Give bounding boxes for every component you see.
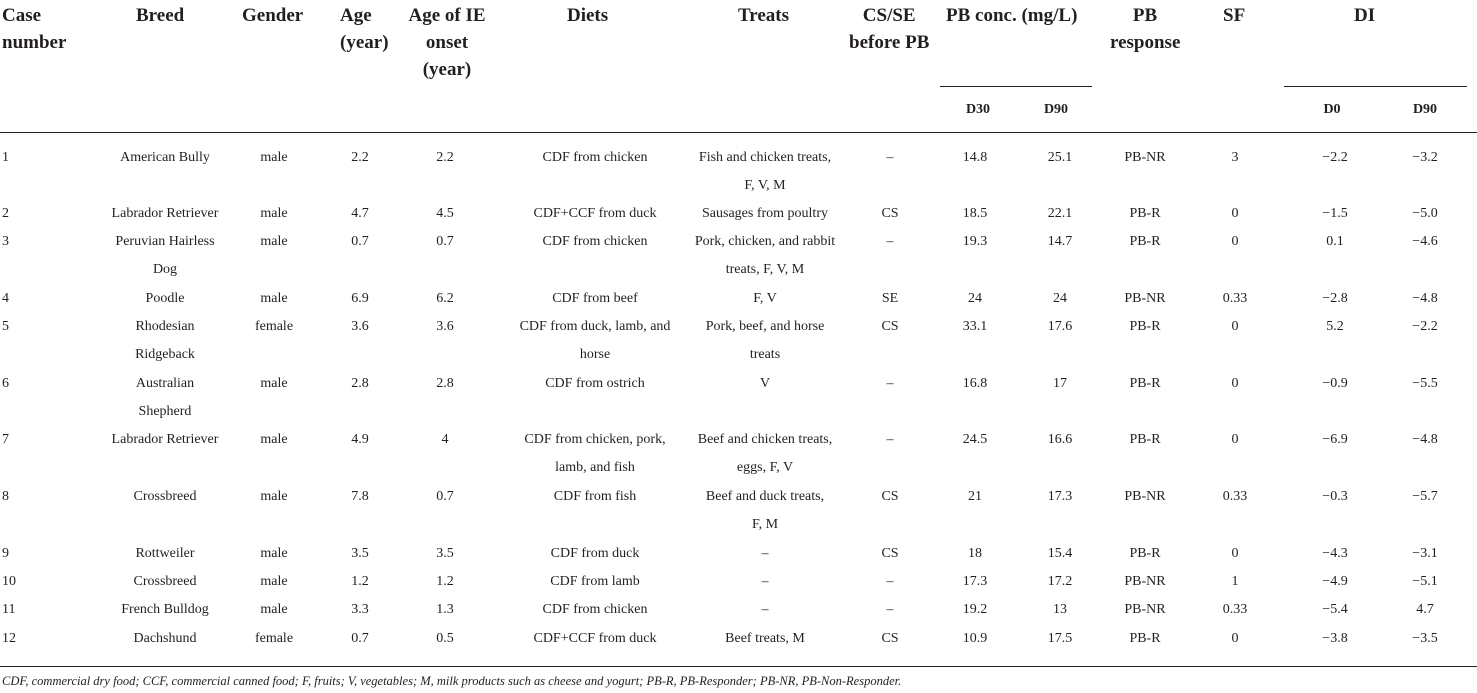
cell-di-d0: −4.9	[1322, 574, 1348, 589]
header-breed: Breed	[136, 5, 185, 26]
cell-di-d90: −4.8	[1412, 432, 1438, 447]
cell-diet: CDF from duck	[550, 546, 640, 561]
cell-di-d0: −6.9	[1322, 432, 1348, 447]
cell-breed: Labrador Retriever	[111, 432, 219, 447]
header-gender: Gender	[242, 5, 304, 26]
cell-case-number: 6	[2, 376, 9, 391]
cell-diet: CDF from chicken	[542, 150, 648, 165]
cell-gender: male	[260, 206, 288, 221]
cell-age: 3.6	[351, 319, 369, 334]
cell-pb-d30: 19.3	[962, 234, 988, 249]
cell-diet: CDF from chicken	[542, 234, 648, 249]
cell-breed: Peruvian Hairless Dog	[115, 234, 215, 277]
cell-age: 0.7	[351, 631, 369, 646]
cell-pb-d30: 17.3	[962, 574, 988, 589]
cell-sf: 0	[1231, 319, 1239, 334]
header-pb-conc: PB conc. (mg/L)	[946, 5, 1078, 26]
cell-case-number: 7	[2, 432, 9, 447]
cell-cs-se: CS	[881, 319, 899, 334]
cell-pb-d90: 22.1	[1047, 206, 1073, 221]
cell-di-d0: −2.8	[1322, 291, 1348, 306]
header-sf: SF	[1223, 5, 1246, 26]
cell-breed: Rhodesian Ridgeback	[135, 319, 195, 362]
cell-treats: Pork, beef, and horse treats	[705, 319, 825, 362]
cell-diet: CDF from fish	[553, 489, 637, 504]
cell-diet: CDF from chicken	[542, 602, 648, 617]
cell-case-number: 1	[2, 150, 9, 165]
cell-case-number: 8	[2, 489, 9, 504]
cell-case-number: 9	[2, 546, 9, 561]
subheader-d90-di: D90	[1412, 102, 1438, 117]
cell-gender: male	[260, 150, 288, 165]
cell-case-number: 4	[2, 291, 9, 306]
cell-pb-d90: 14.7	[1047, 234, 1073, 249]
cell-di-d90: −5.5	[1412, 376, 1438, 391]
cell-di-d90: −4.8	[1412, 291, 1438, 306]
cell-di-d0: 0.1	[1326, 234, 1344, 249]
cell-pb-d90: 16.6	[1047, 432, 1073, 447]
cell-age: 1.2	[351, 574, 369, 589]
cell-pb-response: PB-NR	[1124, 489, 1166, 504]
cell-sf: 0	[1231, 631, 1239, 646]
cell-di-d90: −5.0	[1412, 206, 1438, 221]
header-di: DI	[1354, 5, 1376, 26]
cell-case-number: 5	[2, 319, 9, 334]
cell-sf: 3	[1231, 150, 1239, 165]
cell-pb-d90: 17.6	[1047, 319, 1073, 334]
cell-cs-se: –	[886, 376, 894, 391]
cell-diet: CDF from chicken, pork, lamb, and fish	[524, 432, 666, 475]
cell-treats: V	[759, 376, 771, 391]
cell-breed: French Bulldog	[121, 602, 209, 617]
bottom-rule	[0, 666, 1477, 667]
cell-pb-d30: 10.9	[962, 631, 988, 646]
cell-cs-se: CS	[881, 631, 899, 646]
cell-pb-response: PB-R	[1129, 319, 1161, 334]
cell-pb-d90: 17.3	[1047, 489, 1073, 504]
cell-pb-response: PB-NR	[1124, 574, 1166, 589]
cell-age: 4.9	[351, 432, 369, 447]
cell-age-onset: 6.2	[436, 291, 454, 306]
cell-pb-d90: 15.4	[1047, 546, 1073, 561]
cell-gender: male	[260, 432, 288, 447]
cell-sf: 0	[1231, 432, 1239, 447]
cell-di-d90: −5.1	[1412, 574, 1438, 589]
cell-pb-response: PB-NR	[1124, 150, 1166, 165]
cell-sf: 0	[1231, 206, 1239, 221]
cell-sf: 0.33	[1222, 291, 1248, 306]
cell-age: 2.8	[351, 376, 369, 391]
header-pb-response: PB response	[1110, 5, 1181, 53]
cell-diet: CDF from lamb	[550, 574, 640, 589]
cell-sf: 0	[1231, 234, 1239, 249]
cell-diet: CDF+CCF from duck	[533, 631, 657, 646]
cell-di-d0: −3.8	[1322, 631, 1348, 646]
cell-pb-d30: 24	[968, 291, 982, 306]
cell-cs-se: CS	[881, 206, 899, 221]
cell-pb-response: PB-NR	[1124, 291, 1166, 306]
cell-gender: male	[260, 234, 288, 249]
header-treats: Treats	[738, 5, 790, 26]
pb-conc-underline	[940, 86, 1092, 87]
cell-case-number: 2	[2, 206, 9, 221]
cell-treats: Beef and duck treats, F, M	[705, 489, 825, 532]
header-age: Age (year)	[340, 5, 389, 53]
cell-gender: female	[254, 631, 294, 646]
cell-pb-d90: 25.1	[1047, 150, 1073, 165]
cell-age-onset: 1.3	[436, 602, 454, 617]
cell-sf: 0.33	[1222, 602, 1248, 617]
cell-age-onset: 3.6	[436, 319, 454, 334]
cell-di-d90: −3.1	[1412, 546, 1438, 561]
cell-pb-d90: 17.5	[1047, 631, 1073, 646]
subheader-d30: D30	[965, 102, 991, 117]
cell-pb-response: PB-R	[1129, 631, 1161, 646]
cell-diet: CDF from beef	[552, 291, 638, 306]
cell-cs-se: –	[886, 234, 894, 249]
cell-age: 3.3	[351, 602, 369, 617]
cell-gender: male	[260, 546, 288, 561]
cell-age-onset: 0.7	[436, 234, 454, 249]
cell-treats: –	[761, 602, 769, 617]
cell-gender: male	[260, 291, 288, 306]
cell-treats: –	[761, 574, 769, 589]
cell-di-d90: 4.7	[1416, 602, 1434, 617]
cell-breed: Australian Shepherd	[135, 376, 195, 419]
cell-di-d90: −3.5	[1412, 631, 1438, 646]
cell-age: 6.9	[351, 291, 369, 306]
cell-pb-d30: 14.8	[962, 150, 988, 165]
cell-age: 7.8	[351, 489, 369, 504]
cell-age-onset: 2.2	[436, 150, 454, 165]
cell-cs-se: CS	[881, 489, 899, 504]
subheader-d90-pb: D90	[1043, 102, 1069, 117]
cell-cs-se: SE	[881, 291, 899, 306]
cell-age: 0.7	[351, 234, 369, 249]
cell-breed: Dachshund	[133, 631, 197, 646]
cell-case-number: 10	[2, 574, 16, 589]
table-footnote: CDF, commercial dry food; CCF, commercial canned food; F, fruits; V, vegetables; M, milk products such as cheese and yogurt; PB-R, PB-Responder; PB-NR, PB-Non-Responder.	[2, 674, 902, 688]
cell-age-onset: 0.5	[436, 631, 454, 646]
cell-di-d90: −3.2	[1412, 150, 1438, 165]
subheader-d0: D0	[1323, 102, 1341, 117]
cell-pb-d90: 17	[1053, 376, 1067, 391]
cell-age-onset: 1.2	[436, 574, 454, 589]
cell-pb-d30: 18	[968, 546, 982, 561]
cell-di-d90: −2.2	[1412, 319, 1438, 334]
cell-pb-response: PB-R	[1129, 432, 1161, 447]
cell-case-number: 12	[2, 631, 16, 646]
cell-di-d0: −2.2	[1322, 150, 1348, 165]
cell-pb-d90: 24	[1053, 291, 1067, 306]
cell-di-d90: −5.7	[1412, 489, 1438, 504]
header-rule	[0, 132, 1477, 133]
cell-pb-response: PB-R	[1129, 206, 1161, 221]
cell-di-d0: −0.3	[1322, 489, 1348, 504]
cell-gender: male	[260, 574, 288, 589]
cell-cs-se: –	[886, 432, 894, 447]
cell-diet: CDF from ostrich	[545, 376, 645, 391]
cell-pb-response: PB-R	[1129, 376, 1161, 391]
cell-pb-d30: 24.5	[962, 432, 988, 447]
cell-pb-d30: 19.2	[962, 602, 988, 617]
header-case-number: Case number	[2, 5, 67, 53]
cell-pb-d30: 21	[968, 489, 982, 504]
cell-case-number: 11	[2, 602, 16, 617]
cell-sf: 1	[1231, 574, 1239, 589]
cell-age-onset: 0.7	[436, 489, 454, 504]
cell-di-d0: −4.3	[1322, 546, 1348, 561]
cell-diet: CDF from duck, lamb, and horse	[519, 319, 671, 362]
cell-breed: Labrador Retriever	[111, 206, 219, 221]
cell-treats: Pork, chicken, and rabbit treats, F, V, M	[694, 234, 836, 277]
cell-treats: Fish and chicken treats, F, V, M	[698, 150, 832, 193]
cell-breed: Crossbreed	[133, 574, 197, 589]
cell-pb-response: PB-R	[1129, 234, 1161, 249]
cell-sf: 0	[1231, 376, 1239, 391]
cell-breed: Poodle	[145, 291, 185, 306]
cell-age-onset: 4	[441, 432, 449, 447]
cell-diet: CDF+CCF from duck	[533, 206, 657, 221]
cell-di-d0: 5.2	[1326, 319, 1344, 334]
cell-di-d90: −4.6	[1412, 234, 1438, 249]
cell-age-onset: 2.8	[436, 376, 454, 391]
cell-treats: –	[761, 546, 769, 561]
cell-sf: 0.33	[1222, 489, 1248, 504]
cell-treats: Sausages from poultry	[702, 206, 828, 221]
cell-treats: Beef treats, M	[725, 631, 805, 646]
di-underline	[1284, 86, 1467, 87]
cell-pb-d90: 17.2	[1047, 574, 1073, 589]
cell-age: 3.5	[351, 546, 369, 561]
cell-cs-se: –	[886, 602, 894, 617]
cell-gender: male	[260, 376, 288, 391]
cell-di-d0: −0.9	[1322, 376, 1348, 391]
cell-treats: F, V	[753, 291, 777, 306]
cell-pb-d30: 18.5	[962, 206, 988, 221]
cell-di-d0: −5.4	[1322, 602, 1348, 617]
cell-pb-d30: 33.1	[962, 319, 988, 334]
cell-pb-d90: 13	[1053, 602, 1067, 617]
cell-breed: American Bully	[120, 150, 210, 165]
cell-age-onset: 4.5	[436, 206, 454, 221]
cell-cs-se: –	[886, 150, 894, 165]
cell-sf: 0	[1231, 546, 1239, 561]
cell-gender: male	[260, 602, 288, 617]
cell-cs-se: –	[886, 574, 894, 589]
cell-pb-d30: 16.8	[962, 376, 988, 391]
cell-pb-response: PB-NR	[1124, 602, 1166, 617]
cell-gender: male	[260, 489, 288, 504]
cell-pb-response: PB-R	[1129, 546, 1161, 561]
cell-cs-se: CS	[881, 546, 899, 561]
cell-age-onset: 3.5	[436, 546, 454, 561]
header-age-onset: Age of IE onset (year)	[408, 5, 486, 80]
cell-di-d0: −1.5	[1322, 206, 1348, 221]
cell-case-number: 3	[2, 234, 9, 249]
cell-treats: Beef and chicken treats, eggs, F, V	[697, 432, 833, 475]
cell-age: 4.7	[351, 206, 369, 221]
cell-breed: Crossbreed	[133, 489, 197, 504]
cell-gender: female	[254, 319, 294, 334]
cell-breed: Rottweiler	[135, 546, 195, 561]
header-cs-se: CS/SE before PB	[849, 5, 930, 53]
header-diets: Diets	[567, 5, 609, 26]
cell-age: 2.2	[351, 150, 369, 165]
